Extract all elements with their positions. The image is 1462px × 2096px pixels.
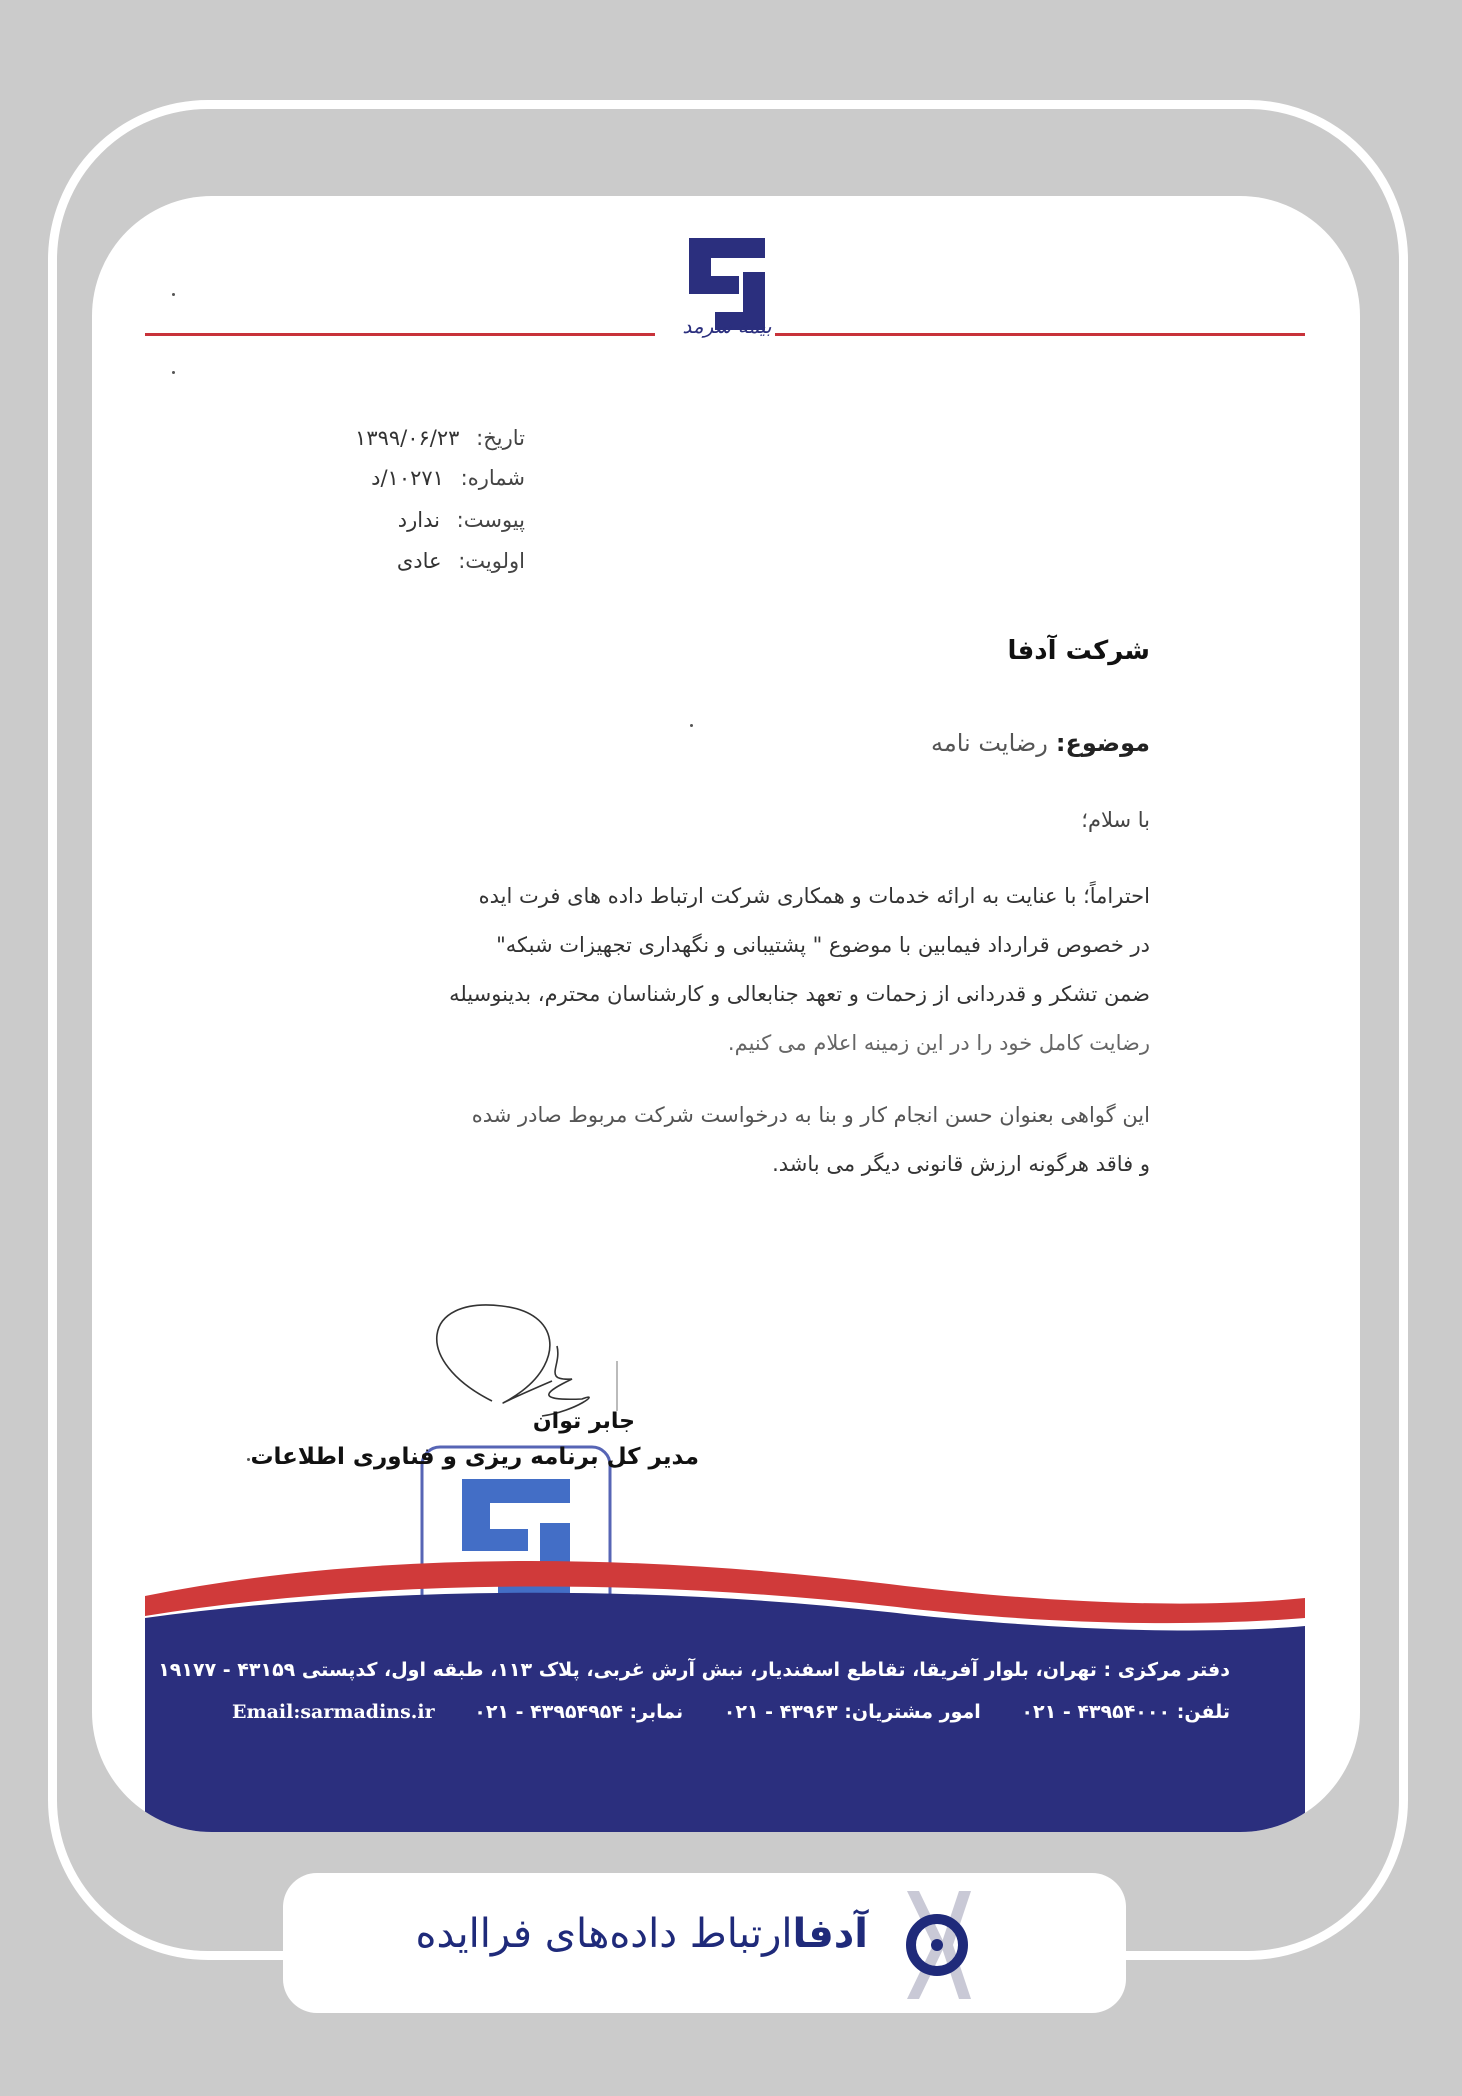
header-rule-right [775,333,1305,336]
body-paragraph-1 [338,872,1150,1068]
footer-customer-service: امور مشتریان: ۴۳۹۶۳ - ۰۲۱ [723,1701,981,1723]
banner-brand: آدفا [792,1911,868,1957]
attachment-label: پیوست: [456,508,525,532]
footer-phones [440,1701,1230,1723]
greeting: با سلام؛ [1081,808,1150,832]
footer-email: Email:sarmadins.ir [232,1701,435,1723]
footer-phone: تلفن: ۴۳۹۵۴۰۰۰ - ۰۲۱ [1021,1701,1230,1723]
banner-text [416,1911,868,1957]
adfa-logo-icon [893,1883,985,2007]
footer-fax: نمابر: ۴۳۹۵۴۹۵۴ - ۰۲۱ [474,1701,684,1723]
paragraph-line: ضمن تشکر و قدردانی از زحمات و تعهد جنابعالی و کارشناسان محترم، بدینوسیله [449,982,1150,1006]
priority-line [397,549,525,573]
priority-value: عادی [396,549,442,573]
brand-name: بیمه سرمد [682,314,772,338]
adfa-banner [283,1873,1126,2013]
paragraph-line: و فاقد هرگونه ارزش قانونی دیگر می باشد. [772,1152,1150,1176]
number-label: شماره: [460,466,525,490]
signer-name: جابر توان [532,1409,635,1434]
date-line [355,426,525,450]
footer-address: دفتر مرکزی : تهران، بلوار آفریقا، تقاطع اسفندیار، نبش آرش غربی، پلاک ۱۱۳، طبقه اول، کدپستی ۴۳۱۵۹ - ۱۹۱۷۷ [158,1659,1230,1681]
paragraph-line: رضایت کامل خود را در این زمینه اعلام می کنیم. [727,1031,1150,1055]
body-paragraph-2 [338,1091,1150,1189]
subject-label: موضوع: [1055,729,1150,757]
attachment-line [398,508,525,532]
subject-line [931,729,1150,757]
recipient: شرکت آدفا [1007,636,1150,666]
paragraph-line: این گواهی بعنوان حسن انجام کار و بنا به درخواست شرکت مربوط صادر شده [471,1103,1150,1127]
header-rule-left [145,333,655,336]
number-line [371,466,525,490]
number-value: ۱۰۲۷۱/د [371,466,444,490]
paragraph-line: در خصوص قرارداد فیمابین با موضوع " پشتیبانی و نگهداری تجهیزات شبکه" [496,933,1150,957]
subject-value: رضایت نامه [930,729,1048,757]
paragraph-line: احتراماً؛ با عنایت به ارائه خدمات و همکاری شرکت ارتباط داده های فرت ایده [478,884,1150,908]
banner-tagline: ارتباط داده‌های فراایده [415,1911,793,1957]
attachment-value: ندارد [397,508,440,532]
date-label: تاریخ: [476,426,525,450]
signer-title: مدیر کل برنامه ریزی و فناوری اطلاعات [250,1444,699,1470]
priority-label: اولویت: [458,549,525,573]
footer-band [145,1556,1305,1832]
letter-sheet [92,196,1360,1832]
date-value: ۱۳۹۹/۰۶/۲۳ [355,426,460,450]
